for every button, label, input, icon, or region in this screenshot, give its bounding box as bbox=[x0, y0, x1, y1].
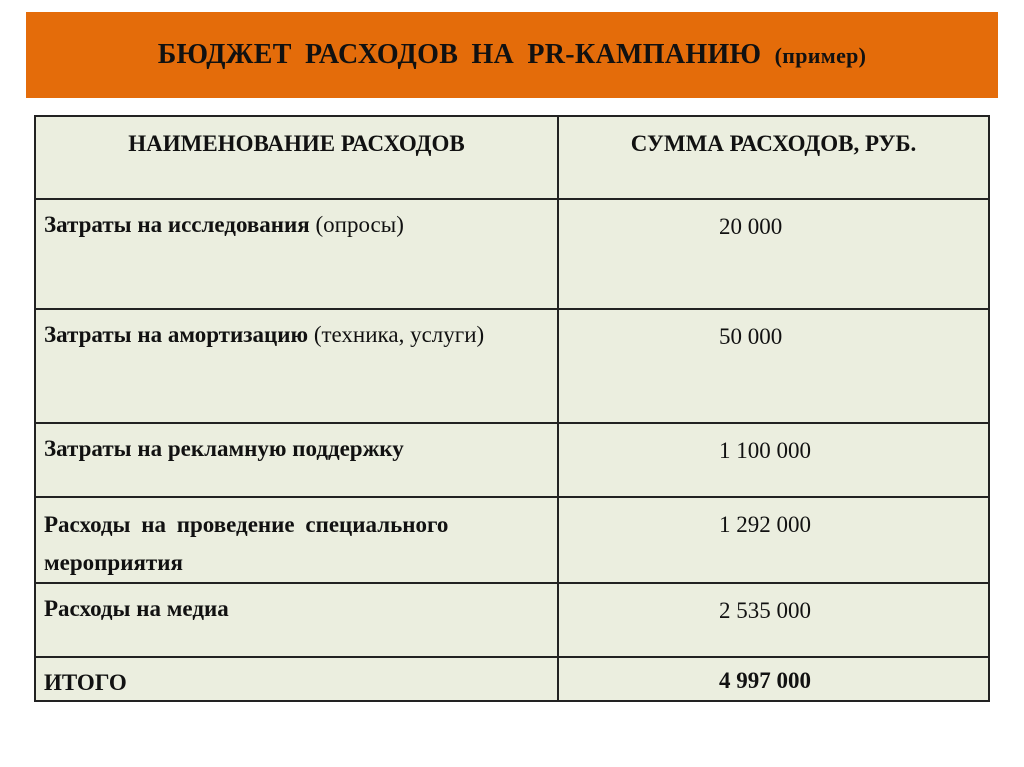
row-name-bold: Расходы на проведение специального мероприятия bbox=[44, 512, 449, 575]
row-name bbox=[35, 423, 558, 497]
title-banner bbox=[26, 12, 998, 98]
row-name bbox=[35, 583, 558, 657]
table-row bbox=[35, 309, 989, 423]
row-name-bold: Затраты на амортизацию bbox=[44, 322, 309, 347]
header-sum: СУММА РАСХОДОВ, РУБ. bbox=[558, 116, 989, 199]
row-name-bold: Затраты на исследования bbox=[44, 212, 310, 237]
row-value: 1 292 000 bbox=[558, 497, 989, 583]
header-name: НАИМЕНОВАНИЕ РАСХОДОВ bbox=[35, 116, 558, 199]
row-value: 2 535 000 bbox=[558, 583, 989, 657]
table-row bbox=[35, 423, 989, 497]
title-main: БЮДЖЕТ РАСХОДОВ НА PR-КАМПАНИЮ bbox=[157, 39, 762, 70]
row-value: 1 100 000 bbox=[558, 423, 989, 497]
table-row bbox=[35, 583, 989, 657]
row-name bbox=[35, 497, 558, 583]
row-name-rest: (опросы) bbox=[309, 212, 404, 237]
row-name bbox=[35, 309, 558, 423]
row-value: 20 000 bbox=[558, 199, 989, 309]
table-total-row bbox=[35, 657, 989, 701]
total-label: ИТОГО bbox=[35, 657, 558, 701]
page-title bbox=[158, 39, 867, 71]
title-sub: (пример) bbox=[774, 43, 867, 68]
table-row bbox=[35, 199, 989, 309]
row-name bbox=[35, 199, 558, 309]
row-value: 50 000 bbox=[558, 309, 989, 423]
row-name-bold: Затраты на рекламную поддержку bbox=[44, 436, 404, 461]
row-name-rest: (техника, услуги) bbox=[308, 322, 485, 347]
total-value: 4 997 000 bbox=[558, 657, 989, 701]
table-row bbox=[35, 497, 989, 583]
row-name-bold: Расходы на медиа bbox=[44, 596, 229, 621]
budget-table bbox=[34, 115, 990, 702]
table-header-row bbox=[35, 116, 989, 199]
